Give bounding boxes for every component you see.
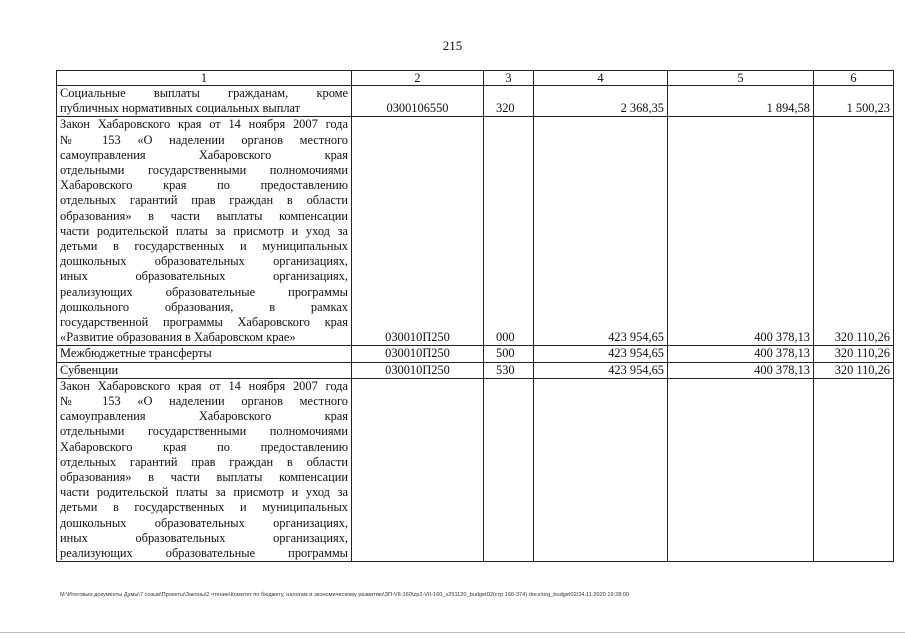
expense-type-code: 530 bbox=[484, 362, 534, 378]
budget-table bbox=[56, 70, 894, 562]
row-description bbox=[57, 117, 352, 346]
description-line: самоуправления Хабаровского края bbox=[60, 147, 348, 162]
row-description bbox=[57, 362, 352, 378]
amount-col-6: 320 110,26 bbox=[814, 362, 894, 378]
amount-col-4: 423 954,65 bbox=[534, 346, 668, 362]
table-row bbox=[57, 117, 894, 346]
description-line: детьми в государственных и муниципальных bbox=[60, 500, 348, 515]
amount-col-6 bbox=[814, 378, 894, 561]
description-line: государственной программы Хабаровского края bbox=[60, 315, 348, 330]
description-line: отдельных гарантий прав граждан в области bbox=[60, 454, 348, 469]
description-line: № 153 «О наделении органов местного bbox=[60, 394, 348, 409]
description-line: образования» в части выплаты компенсации bbox=[60, 208, 348, 223]
description-line: «Развитие образования в Хабаровском крае» bbox=[60, 330, 296, 345]
description-line: образования» в части выплаты компенсации bbox=[60, 470, 348, 485]
column-header: 4 bbox=[534, 71, 668, 86]
description-line: № 153 «О наделении органов местного bbox=[60, 132, 348, 147]
column-header: 3 bbox=[484, 71, 534, 86]
description-line: Социальные выплаты гражданам, кроме bbox=[60, 86, 348, 100]
table-header-row bbox=[57, 71, 894, 86]
description-line: реализующих образовательные программы bbox=[60, 546, 348, 561]
description-line: самоуправления Хабаровского края bbox=[60, 409, 348, 424]
table-row bbox=[57, 378, 894, 561]
expense-type-code bbox=[484, 378, 534, 561]
table-row bbox=[57, 362, 894, 378]
description-line: отдельных гарантий прав граждан в области bbox=[60, 193, 348, 208]
description-line: публичных нормативных социальных выплат bbox=[60, 101, 301, 116]
target-article-code: 030010П250 bbox=[352, 346, 484, 362]
page-number: 215 bbox=[442, 38, 463, 53]
amount-col-5: 1 894,58 bbox=[668, 86, 814, 117]
description-line: Субвенции bbox=[60, 362, 119, 377]
column-header: 6 bbox=[814, 71, 894, 86]
description-line: дошкольных образовательных организациях, bbox=[60, 254, 348, 269]
target-article-code: 030010П250 bbox=[352, 117, 484, 346]
description-line: отдельными государственными полномочиями bbox=[60, 424, 348, 439]
amount-col-5: 400 378,13 bbox=[668, 346, 814, 362]
description-line: части родительской платы за присмотр и уход за bbox=[60, 485, 348, 500]
document-path-footer: M:\Итоговые документы Думы\7 созыв\Проекты\Законы\2 чтение\Комитет по бюджету, налогам и экономическому развитию\ЗП-VII-160\zp2-VII-160_v251120_budget02(стр 166-374).docx/org_budget02/24.11.2020 19:28:00 bbox=[60, 592, 630, 598]
amount-col-4: 2 368,35 bbox=[534, 86, 668, 117]
amount-col-4: 423 954,65 bbox=[534, 362, 668, 378]
amount-col-4 bbox=[534, 378, 668, 561]
description-line: Закон Хабаровского края от 14 ноября 2007 года bbox=[60, 378, 348, 393]
amount-col-6: 1 500,23 bbox=[814, 86, 894, 117]
amount-col-5: 400 378,13 bbox=[668, 362, 814, 378]
expense-type-code: 000 bbox=[484, 117, 534, 346]
expense-type-code: 320 bbox=[484, 86, 534, 117]
description-line: детьми в государственных и муниципальных bbox=[60, 239, 348, 254]
amount-col-4: 423 954,65 bbox=[534, 117, 668, 346]
column-header: 1 bbox=[57, 71, 352, 86]
description-line: Хабаровского края по предоставлению bbox=[60, 178, 348, 193]
row-description bbox=[57, 86, 352, 117]
target-article-code: 0300106550 bbox=[352, 86, 484, 117]
column-header: 2 bbox=[352, 71, 484, 86]
description-line: отдельными государственными полномочиями bbox=[60, 163, 348, 178]
table-row bbox=[57, 86, 894, 117]
amount-col-6: 320 110,26 bbox=[814, 346, 894, 362]
description-line: дошкольного образования, в рамках bbox=[60, 299, 348, 314]
expense-type-code: 500 bbox=[484, 346, 534, 362]
description-line: иных образовательных организациях, bbox=[60, 269, 348, 284]
description-line: реализующих образовательные программы bbox=[60, 284, 348, 299]
target-article-code bbox=[352, 378, 484, 561]
target-article-code: 030010П250 bbox=[352, 362, 484, 378]
amount-col-5 bbox=[668, 378, 814, 561]
page-bottom-rule bbox=[0, 632, 905, 633]
amount-col-5: 400 378,13 bbox=[668, 117, 814, 346]
table-row bbox=[57, 346, 894, 362]
row-description bbox=[57, 346, 352, 362]
column-header: 5 bbox=[668, 71, 814, 86]
description-line: Закон Хабаровского края от 14 ноября 2007 года bbox=[60, 117, 348, 132]
description-line: иных образовательных организациях, bbox=[60, 530, 348, 545]
amount-col-6: 320 110,26 bbox=[814, 117, 894, 346]
description-line: Межбюджетные трансферты bbox=[60, 346, 212, 361]
row-description bbox=[57, 378, 352, 561]
description-line: дошкольных образовательных организациях, bbox=[60, 515, 348, 530]
description-line: части родительской платы за присмотр и уход за bbox=[60, 223, 348, 238]
description-line: Хабаровского края по предоставлению bbox=[60, 439, 348, 454]
